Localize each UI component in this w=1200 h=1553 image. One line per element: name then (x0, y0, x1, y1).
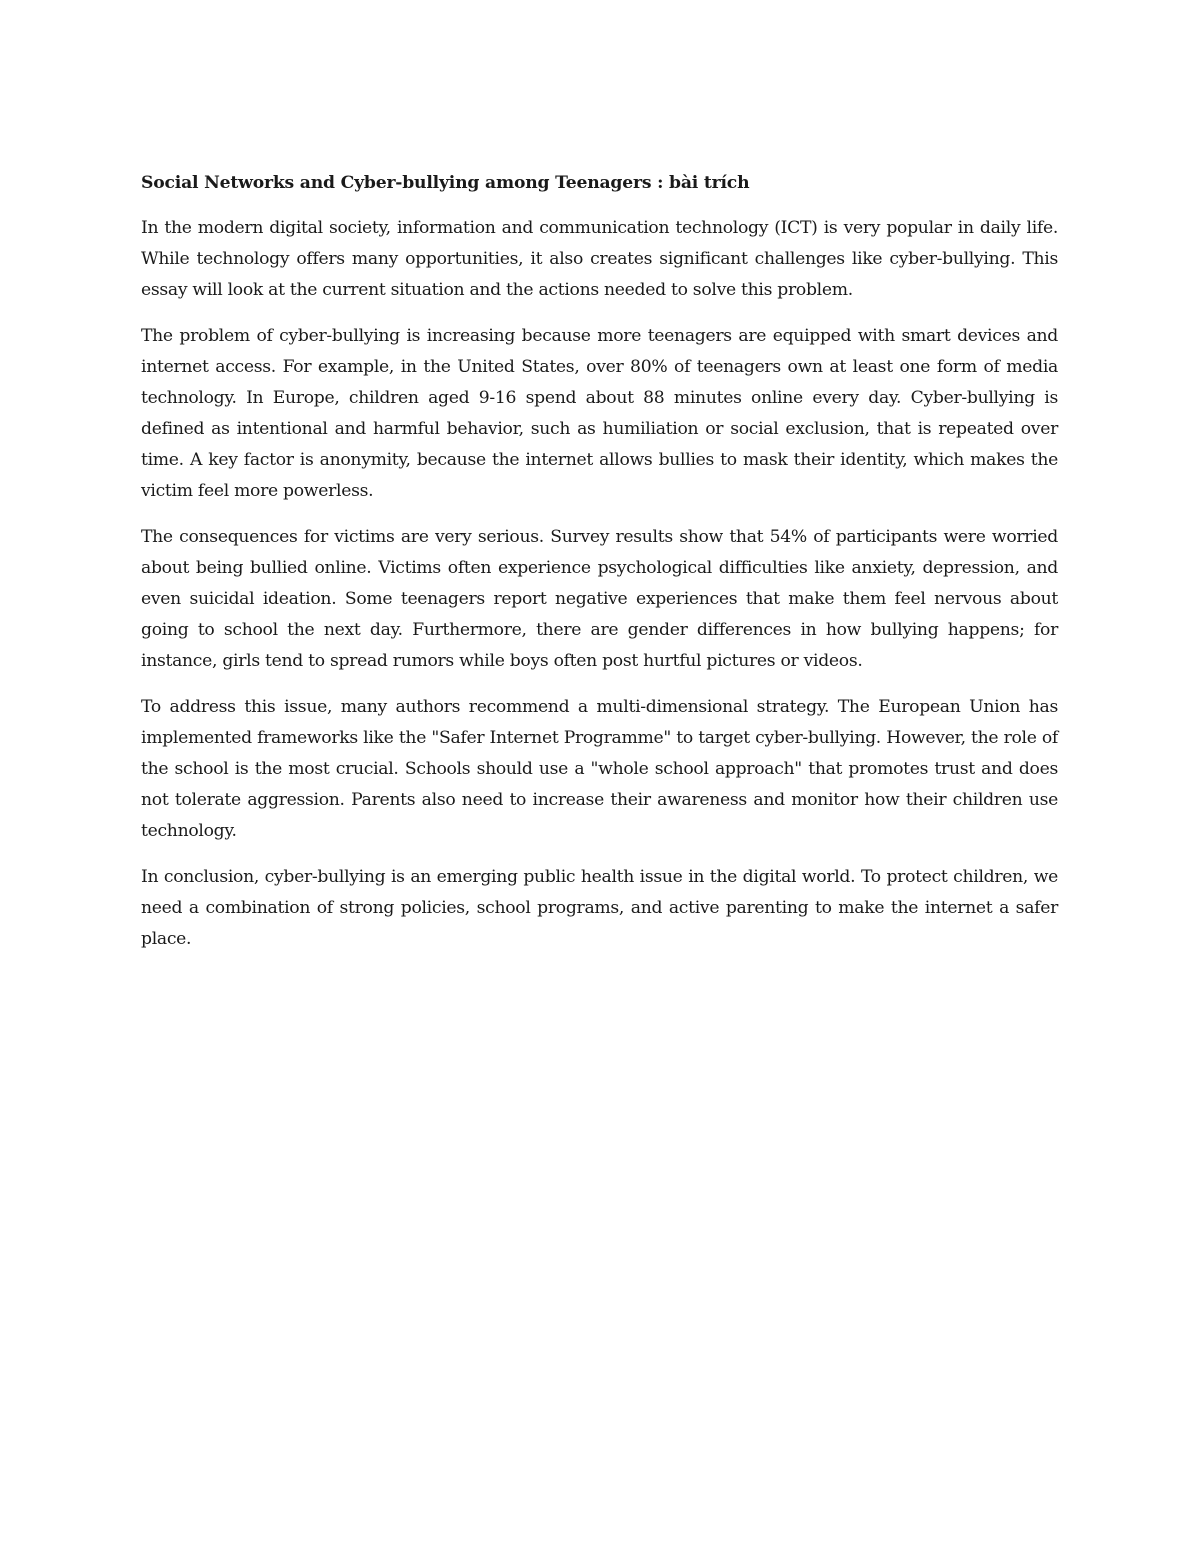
paragraph-consequences: The consequences for victims are very serious. Survey results show that 54% of participants were worried about being bullied online. Victims often experience psychological difficulties like anxiety, depression, and even suicidal ideation. Some teenagers report negative experiences that make them feel nervous about going to school the next day. Furthermore, there are gender differences in how bullying happens; for instance, girls tend to spread rumors while boys often post hurtful pictures or videos. (141, 527, 1058, 671)
paragraph-introduction: In the modern digital society, information and communication technology (ICT) is very popular in daily life. While technology offers many opportunities, it also creates significant challenges like cyber-bullying. This essay will look at the current situation and the actions needed to solve this problem. (141, 218, 1058, 300)
document-title: Social Networks and Cyber-bullying among Teenagers : bài trích (141, 173, 750, 193)
paragraph-conclusion: In conclusion, cyber-bullying is an emerging public health issue in the digital world. To protect children, we need a combination of strong policies, school programs, and active parenting to make the internet a safer place. (141, 867, 1058, 949)
paragraph-solutions: To address this issue, many authors recommend a multi-dimensional strategy. The European Union has implemented frameworks like the "Safer Internet Programme" to target cyber-bullying. However, the role of the school is the most crucial. Schools should use a "whole school approach" that promotes trust and does not tolerate aggression. Parents also need to increase their awareness and monitor how their children use technology. (141, 697, 1058, 841)
document-body (141, 168, 1058, 970)
paragraph-problem: The problem of cyber-bullying is increasing because more teenagers are equipped with smart devices and internet access. For example, in the United States, over 80% of teenagers own at least one form of media technology. In Europe, children aged 9-16 spend about 88 minutes online every day. Cyber-bullying is defined as intentional and harmful behavior, such as humiliation or social exclusion, that is repeated over time. A key factor is anonymity, because the internet allows bullies to mask their identity, which makes the victim feel more powerless. (141, 326, 1058, 501)
